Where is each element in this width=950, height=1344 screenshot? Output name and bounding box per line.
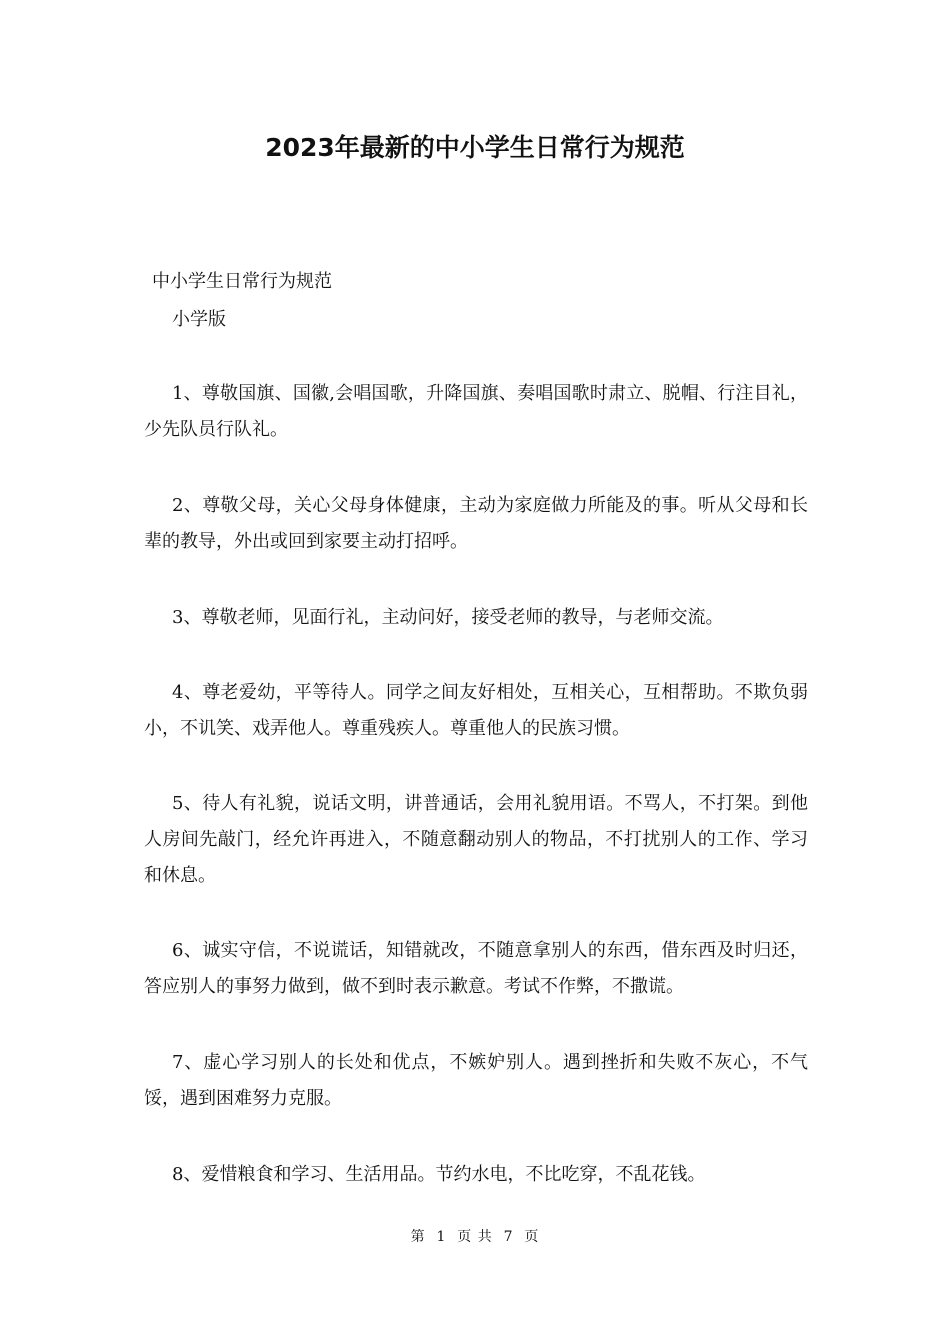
- rule-paragraph-2: 2、尊敬父母，关心父母身体健康，主动为家庭做力所能及的事。听从父母和长辈的教导，外出或回到家要主动打招呼。: [144, 495, 808, 552]
- rule-paragraph-4: 4、尊老爱幼，平等待人。同学之间友好相处，互相关心，互相帮助。不欺负弱小，不讥笑、戏弄他人。尊重残疾人。尊重他人的民族习惯。: [144, 682, 808, 739]
- rule-paragraph-7: 7、虚心学习别人的长处和优点，不嫉妒别人。遇到挫折和失败不灰心，不气馁，遇到困难努力克服。: [144, 1052, 808, 1109]
- document-title: 2023年最新的中小学生日常行为规范: [265, 133, 685, 162]
- edition-label: 小学版: [172, 309, 226, 330]
- rule-paragraph-8: 8、爱惜粮食和学习、生活用品。节约水电，不比吃穿，不乱花钱。: [172, 1164, 706, 1185]
- document-subtitle: 中小学生日常行为规范: [152, 271, 332, 292]
- page-number-footer: 第 1 页 共 7 页: [410, 1229, 540, 1245]
- rule-paragraph-1: 1、尊敬国旗、国徽,会唱国歌，升降国旗、奏唱国歌时肃立、脱帽、行注目礼，少先队员行队礼。: [144, 383, 808, 440]
- rule-paragraph-3: 3、尊敬老师，见面行礼，主动问好，接受老师的教导，与老师交流。: [172, 607, 724, 628]
- rule-paragraph-6: 6、诚实守信，不说谎话，知错就改，不随意拿别人的东西，借东西及时归还，答应别人的事努力做到，做不到时表示歉意。考试不作弊，不撒谎。: [144, 940, 808, 997]
- rule-paragraph-5: 5、待人有礼貌，说话文明，讲普通话，会用礼貌用语。不骂人，不打架。到他人房间先敲门，经允许再进入，不随意翻动别人的物品，不打扰别人的工作、学习和休息。: [144, 793, 808, 886]
